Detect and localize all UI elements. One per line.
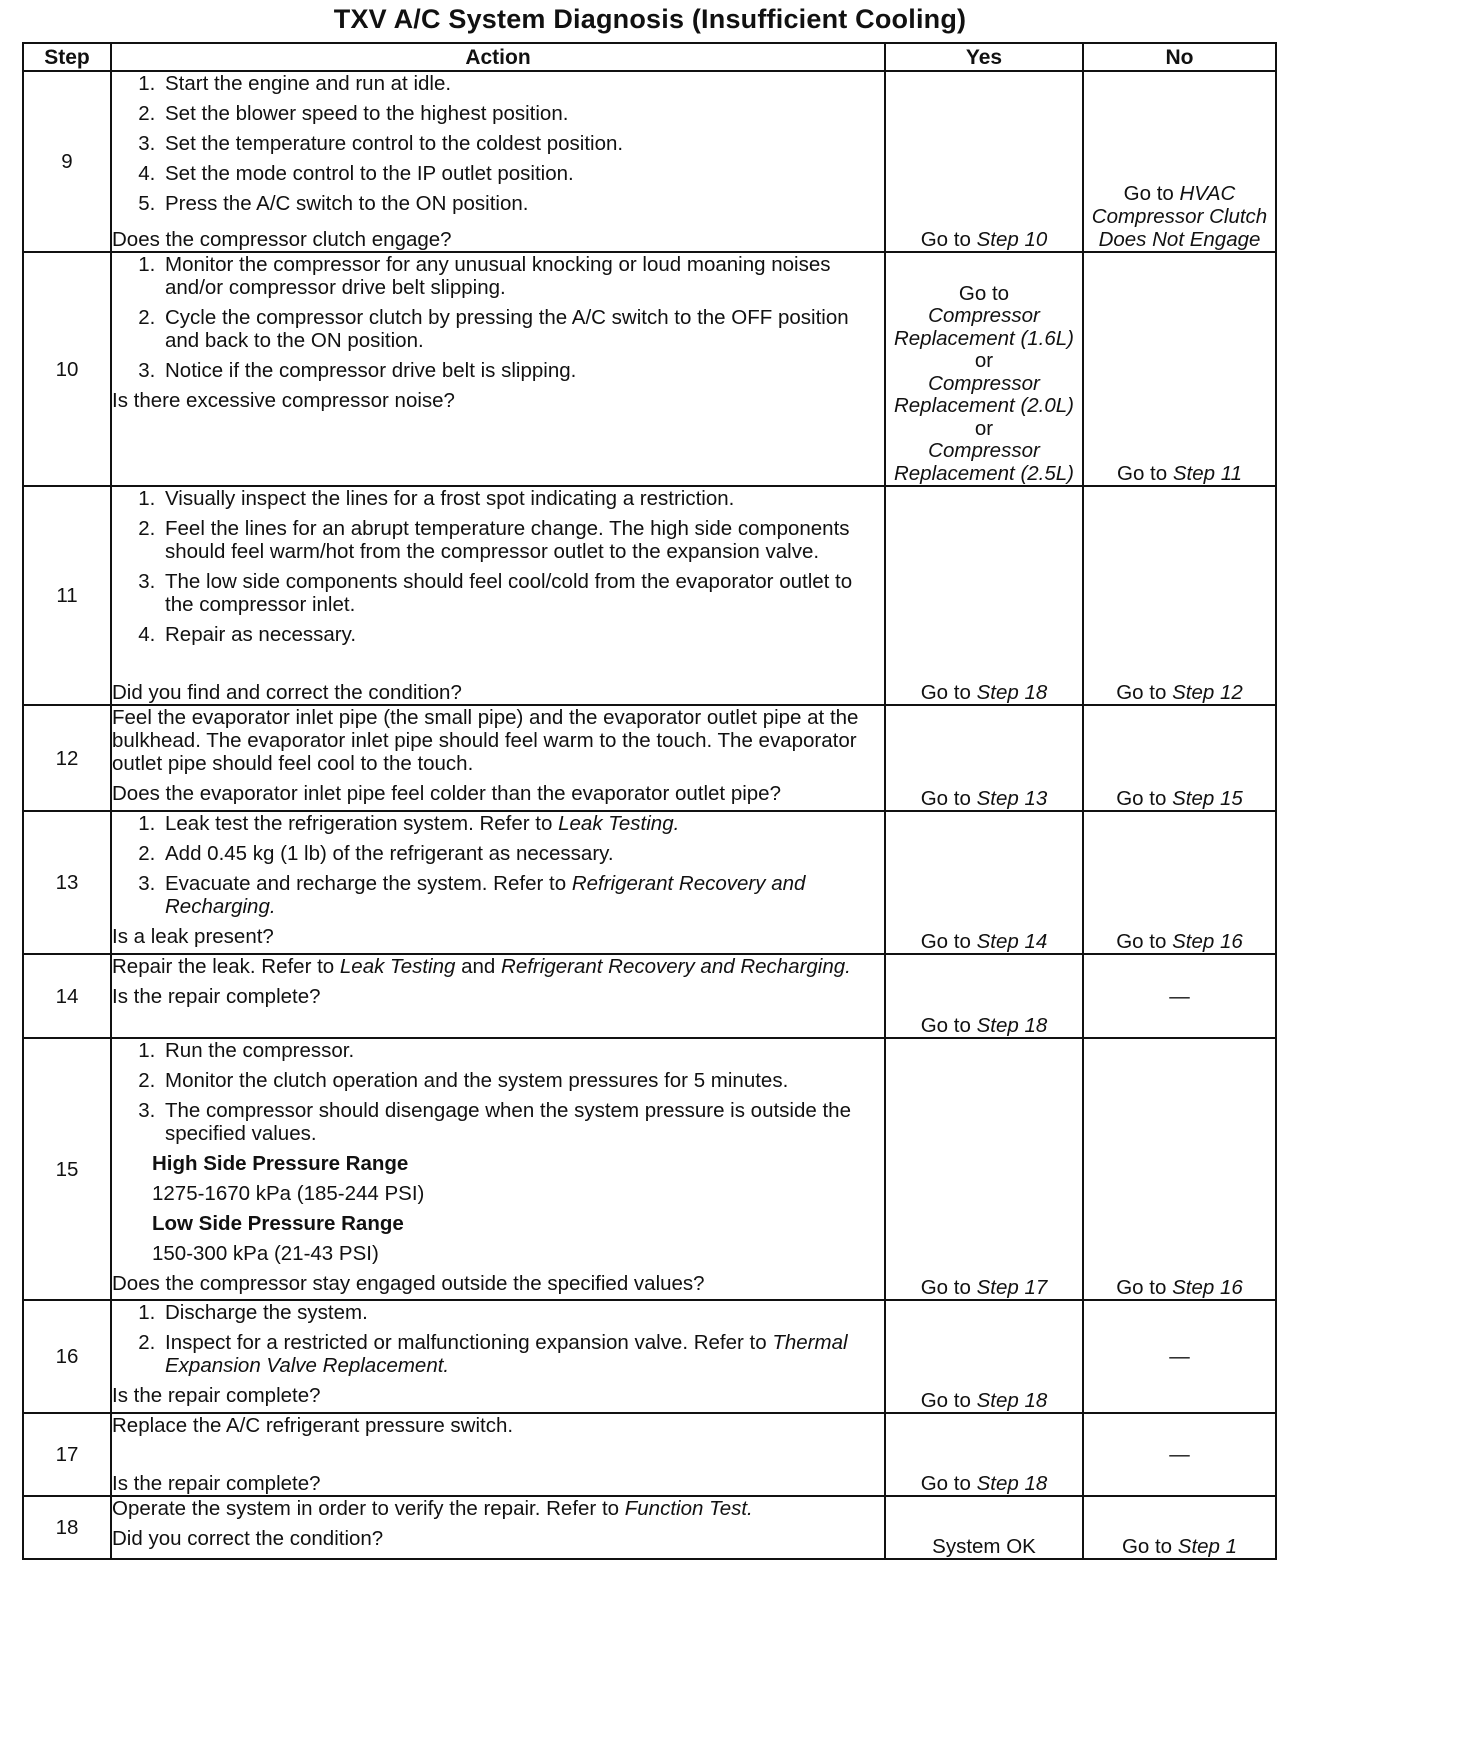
page-title: TXV A/C System Diagnosis (Insufficient Cooling) [333,4,967,34]
no-ref: Step 1 [1177,1535,1238,1558]
no-cell: — [1083,1413,1276,1496]
table-row [23,1038,1276,1300]
action-ref: Refrigerant Recovery and Recharging. [501,955,851,978]
action-cell [111,71,885,252]
table-row [23,486,1276,705]
yes-cell [885,811,1083,954]
step-number: 18 [23,1496,111,1559]
list-item: 1. Start the engine and run at idle. [161,72,884,95]
question: Is a leak present? [112,925,274,948]
yes-ref: Step 18 [976,1389,1048,1412]
header-yes: Yes [885,43,1083,71]
action-ref: Leak Testing [339,955,456,978]
list-item: 2. Feel the lines for an abrupt temperature change. The high side components should feel warm/hot from the compressor outlet to the expansion valve. [161,517,884,563]
no-cell [1083,252,1276,486]
yes-cell [885,954,1083,1038]
step-number: 10 [23,252,111,486]
header-no: No [1083,43,1276,71]
yes-prefix: Go to [920,1014,971,1037]
no-prefix: Go to [1123,182,1174,205]
list-item: 5. Press the A/C switch to the ON position. [161,192,884,215]
list-item [161,812,884,835]
step-number: 17 [23,1413,111,1496]
yes-ref: Step 18 [976,1472,1048,1495]
step-number: 11 [23,486,111,705]
item-text: Evacuate and recharge the system. Refer to [165,872,567,895]
step-number: 14 [23,954,111,1038]
item-ref: Refrigerant Recovery and Recharging. [165,872,806,918]
question: Is the repair complete? [112,1384,321,1407]
action-list [112,487,884,653]
yes-ref: Compressor Replacement (2.5L) [893,439,1075,485]
question: Is the repair complete? [112,1472,321,1495]
question: Is there excessive compressor noise? [112,389,455,412]
action-text-part: and [461,955,496,978]
list-item: 2. Cycle the compressor clutch by pressing the A/C switch to the OFF position and back to the ON position. [161,306,884,352]
low-side-value: 150-300 kPa (21-43 PSI) [152,1242,379,1265]
step-number: 9 [23,71,111,252]
list-item: 2. Monitor the clutch operation and the system pressures for 5 minutes. [161,1069,884,1092]
yes-ref: Step 14 [976,930,1048,953]
list-item: 4. Set the mode control to the IP outlet position. [161,162,884,185]
question: Does the evaporator inlet pipe feel colder than the evaporator outlet pipe? [112,782,781,805]
action-ref: Function Test. [624,1497,753,1520]
yes-cell [885,1038,1083,1300]
action-cell [111,1300,885,1413]
yes-prefix: Go to [920,930,971,953]
action-list [112,1301,884,1377]
no-prefix: Go to [1116,930,1167,953]
yes-cell: System OK [885,1496,1083,1559]
step-number: 16 [23,1300,111,1413]
no-cell: — [1083,954,1276,1038]
list-item: 1. Run the compressor. [161,1039,884,1062]
action-cell [111,1413,885,1496]
yes-prefix: Go to [958,281,1010,305]
action-list [112,1039,884,1145]
item-text: Leak test the refrigeration system. Refer to [165,812,553,835]
yes-ref: Step 17 [976,1276,1048,1299]
yes-prefix: Go to [920,681,971,704]
no-cell [1083,705,1276,811]
action-cell [111,1038,885,1300]
no-cell [1083,486,1276,705]
action-cell [111,486,885,705]
item-ref: Leak Testing. [558,812,680,835]
action-cell [111,252,885,486]
yes-prefix: Go to [920,228,971,251]
yes-cell [885,1300,1083,1413]
yes-ref: Step 10 [976,228,1048,251]
list-item: 2. Set the blower speed to the highest position. [161,102,884,125]
step-number: 12 [23,705,111,811]
action-cell [111,1496,885,1559]
diagnosis-table [22,42,1277,1560]
list-item: 4. Repair as necessary. [161,623,884,646]
yes-ref: Step 18 [976,1014,1048,1037]
no-cell [1083,1496,1276,1559]
table-row [23,71,1276,252]
action-text: Replace the A/C refrigerant pressure switch. [112,1414,514,1437]
table-row [23,1413,1276,1496]
yes-cell [885,252,1083,486]
no-ref: Step 16 [1172,930,1243,953]
list-item: 2. Add 0.45 kg (1 lb) of the refrigerant as necessary. [161,842,884,865]
table-row [23,1496,1276,1559]
no-cell [1083,811,1276,954]
action-text-part: Repair the leak. Refer to [112,955,335,978]
action-cell [111,954,885,1038]
step-number: 15 [23,1038,111,1300]
question: Does the compressor clutch engage? [112,228,452,251]
header-step: Step [23,43,111,71]
yes-ref: Compressor Replacement (2.0L) [893,371,1075,417]
low-side-label: Low Side Pressure Range [152,1212,404,1235]
yes-ref: Compressor Replacement (1.6L) [893,304,1075,350]
action-list [112,72,884,222]
no-prefix: Go to [1116,787,1167,810]
no-cell [1083,71,1276,252]
action-text-part: Operate the system in order to verify the repair. Refer to [112,1497,620,1520]
yes-or: or [974,349,994,372]
no-ref: Step 12 [1172,681,1243,704]
yes-cell [885,705,1083,811]
action-list [112,812,884,918]
no-ref: Step 16 [1172,1276,1243,1299]
table-row [23,811,1276,954]
list-item: 1. Discharge the system. [161,1301,884,1324]
yes-cell [885,71,1083,252]
list-item: 3. The compressor should disengage when the system pressure is outside the specified values. [161,1099,884,1145]
no-prefix: Go to [1117,462,1168,485]
yes-prefix: Go to [920,787,971,810]
no-cell [1083,1038,1276,1300]
action-list [112,253,884,382]
yes-prefix: Go to [920,1472,971,1495]
question: Did you find and correct the condition? [112,681,462,704]
no-ref: HVAC Compressor Clutch Does Not Engage [1091,182,1268,251]
no-ref: Step 15 [1172,787,1243,810]
table-row [23,1300,1276,1413]
table-row [23,954,1276,1038]
high-side-label: High Side Pressure Range [152,1152,409,1175]
action-cell [111,705,885,811]
yes-ref: Step 13 [976,787,1048,810]
list-item: 3. Set the temperature control to the coldest position. [161,132,884,155]
high-side-value: 1275-1670 kPa (185-244 PSI) [152,1182,425,1205]
no-prefix: Go to [1116,1276,1167,1299]
yes-prefix: Go to [920,1389,971,1412]
list-item [161,872,884,918]
table-row [23,252,1276,486]
header-row [23,43,1276,71]
action-cell [111,811,885,954]
question: Did you correct the condition? [112,1527,384,1550]
header-action: Action [111,43,885,71]
item-ref: Thermal Expansion Valve Replacement. [165,1331,848,1377]
list-item [161,1331,884,1377]
yes-ref: Step 18 [976,681,1048,704]
list-item: 1. Visually inspect the lines for a frost spot indicating a restriction. [161,487,884,510]
no-cell: — [1083,1300,1276,1413]
action-text [112,1497,884,1520]
question: Is the repair complete? [112,985,321,1008]
no-prefix: Go to [1116,681,1167,704]
no-prefix: Go to [1121,1535,1173,1558]
yes-or: or [974,416,994,440]
yes-prefix: Go to [920,1276,971,1299]
action-text: Feel the evaporator inlet pipe (the small pipe) and the evaporator outlet pipe at the bulkhead. The evaporator inlet pipe should feel warm to the touch. The evaporator outlet pipe should feel cool to the touch. [112,706,859,775]
list-item: 1. Monitor the compressor for any unusual knocking or loud moaning noises and/or compressor drive belt slipping. [161,253,884,299]
table-row [23,705,1276,811]
action-text [112,955,884,978]
list-item: 3. The low side components should feel cool/cold from the evaporator outlet to the compressor inlet. [161,570,884,616]
yes-cell [885,1413,1083,1496]
step-number: 13 [23,811,111,954]
list-item: 3. Notice if the compressor drive belt is slipping. [161,359,884,382]
no-ref: Step 11 [1172,462,1242,485]
yes-cell [885,486,1083,705]
item-text: Inspect for a restricted or malfunctioning expansion valve. Refer to [165,1331,767,1354]
question: Does the compressor stay engaged outside the specified values? [112,1272,705,1295]
